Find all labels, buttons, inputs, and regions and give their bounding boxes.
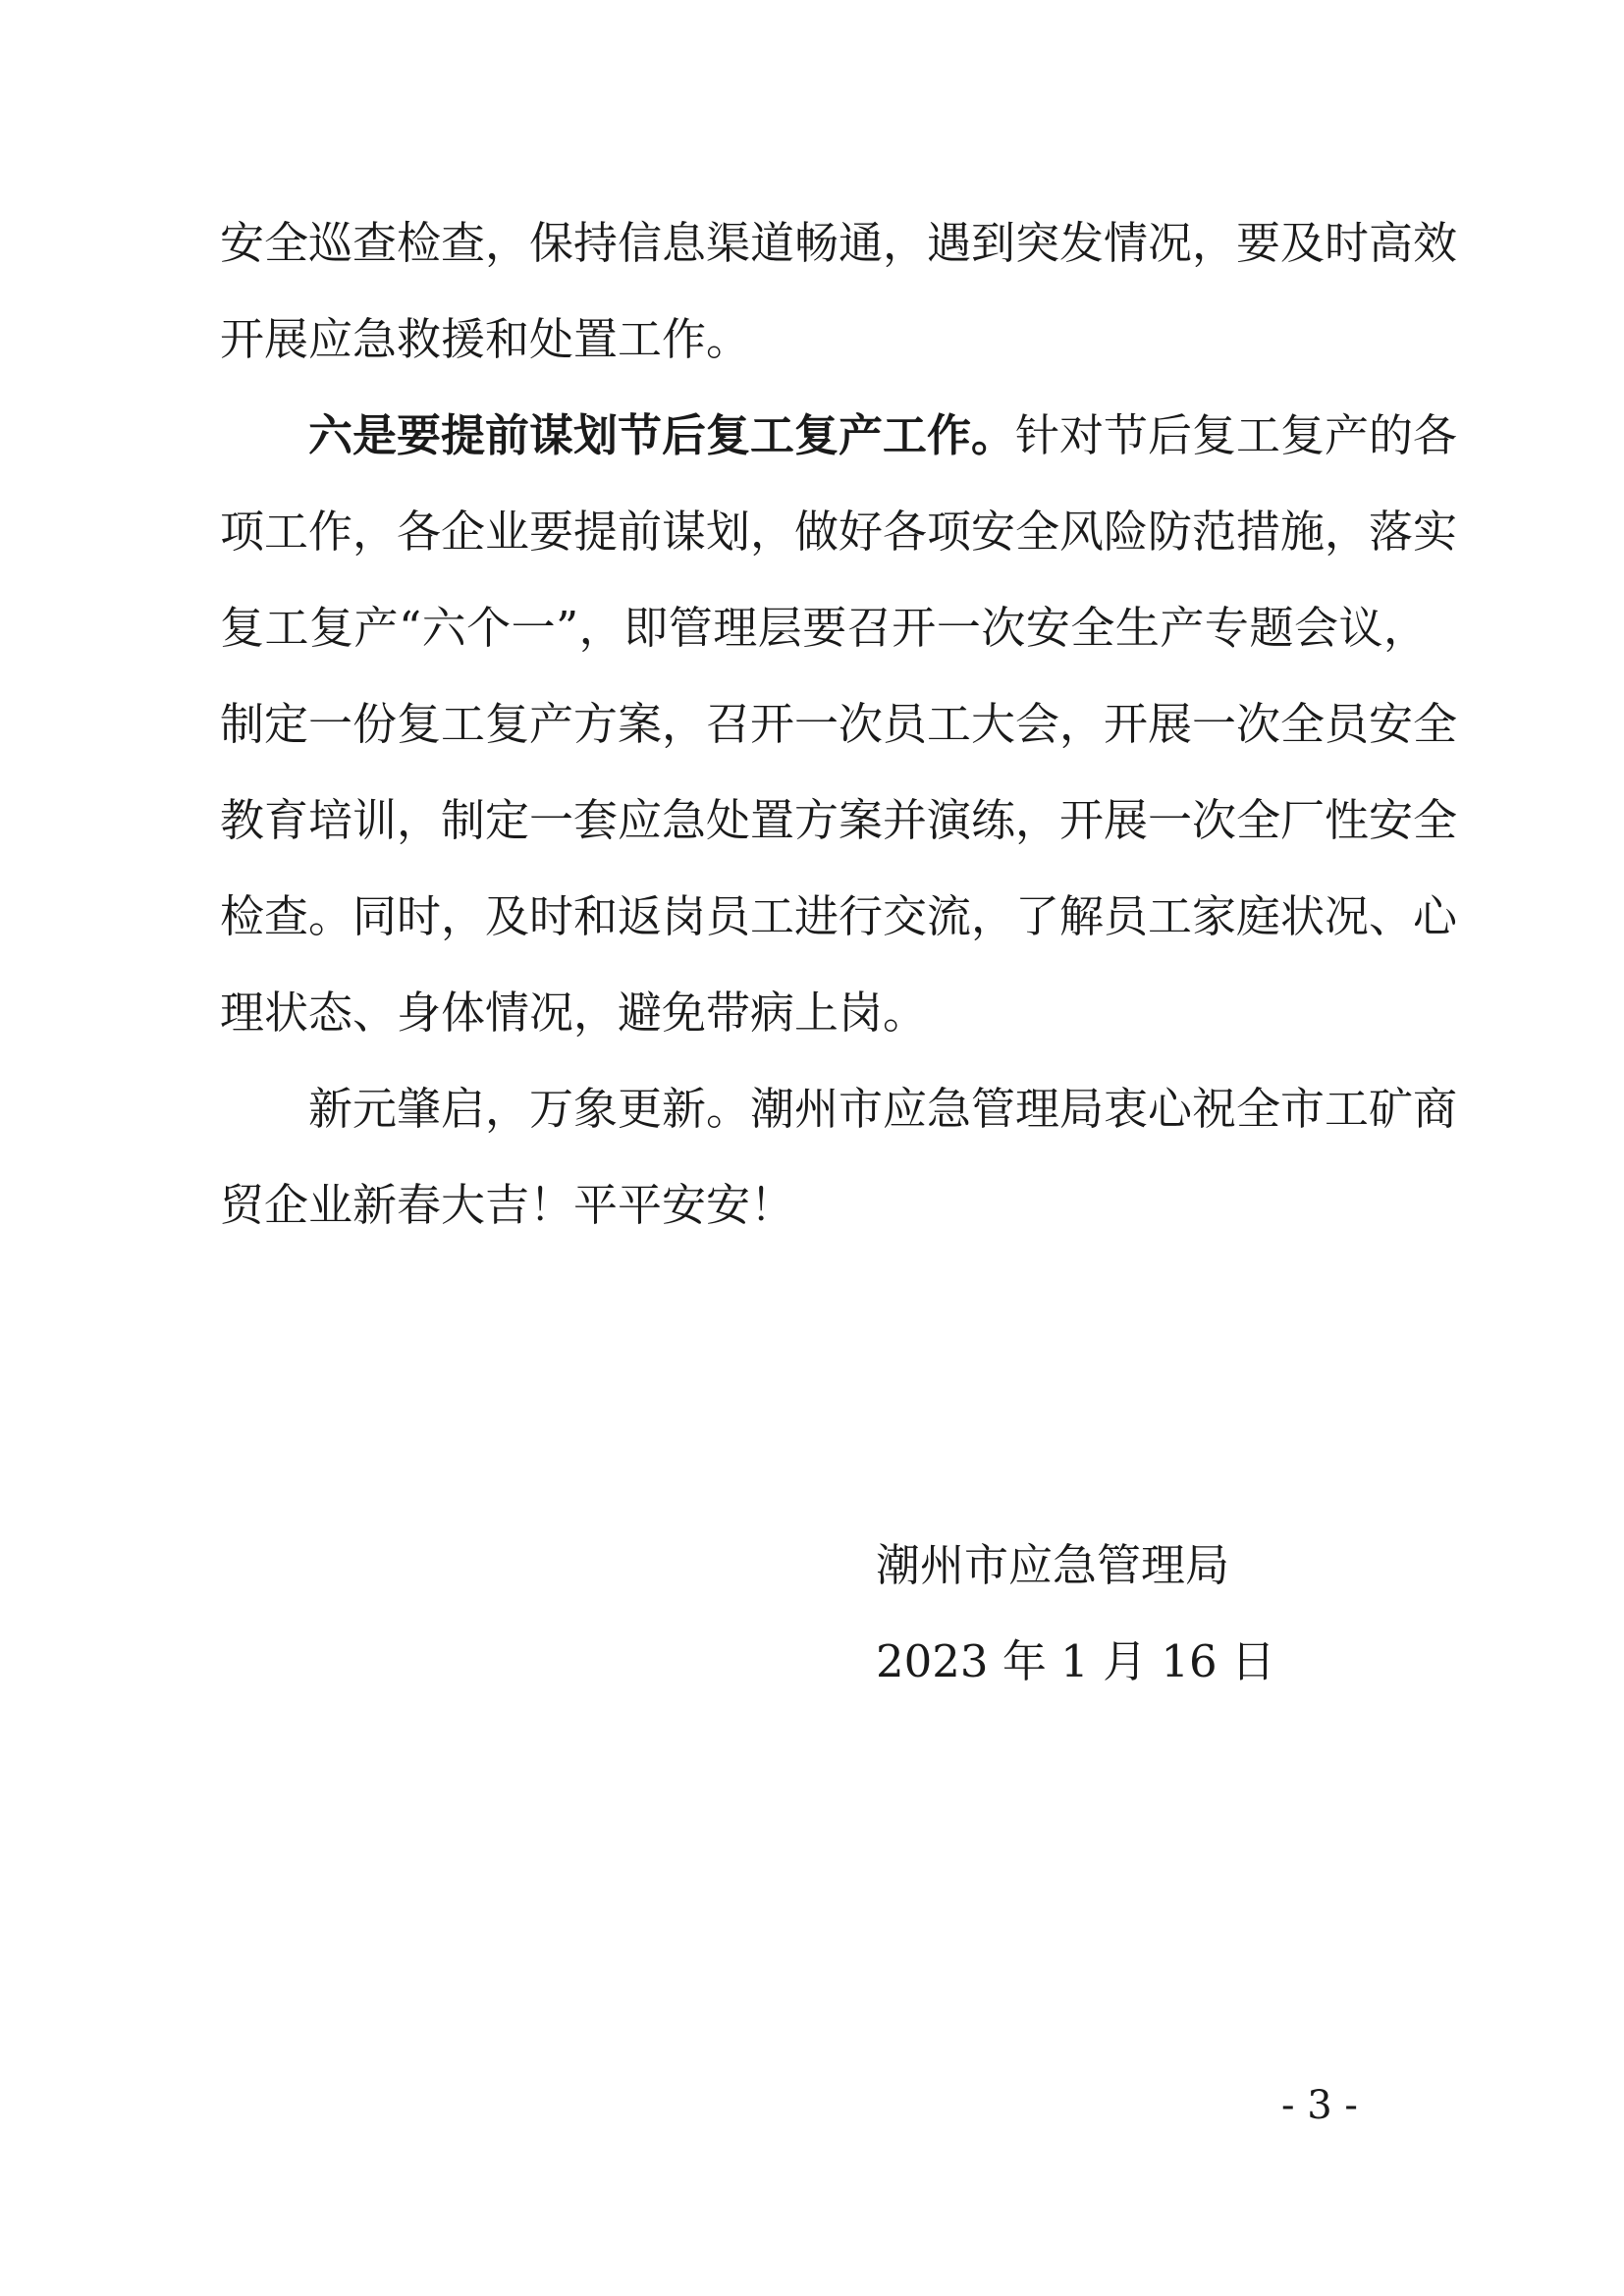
- section-6-line-6: 检查。同时，及时和返岗员工进行交流，了解员工家庭状况、心: [220, 890, 1458, 942]
- section-6-line-5: 教育培训，制定一套应急处置方案并演练，开展一次全厂性安全: [220, 794, 1458, 846]
- section-6-line-7: 理状态、身体情况，避免带病上岗。: [220, 987, 928, 1039]
- section-6-first-line: [308, 406, 1458, 465]
- section-6-line-2: 项工作，各企业要提前谋划，做好各项安全风险防范措施，落实: [220, 506, 1458, 558]
- body-line-1: 安全巡查检查，保持信息渠道畅通，遇到突发情况，要及时高效: [220, 217, 1458, 269]
- section-6-line-4: 制定一份复工复产方案，召开一次员工大会，开展一次全员安全: [220, 698, 1458, 750]
- signature-organization: 潮州市应急管理局: [876, 1539, 1230, 1591]
- closing-line-2: 贸企业新春大吉！平平安安！: [220, 1179, 795, 1231]
- section-6-line-3: 复工复产“六个一”，即管理层要召开一次安全生产专题会议，: [220, 602, 1428, 654]
- page-number: - 3 -: [1281, 2083, 1358, 2128]
- signature-date: 2023 年 1 月 16 日: [876, 1635, 1275, 1687]
- closing-line-1: 新元肇启，万象更新。潮州市应急管理局衷心祝全市工矿商: [308, 1083, 1458, 1135]
- body-line-2: 开展应急救援和处置工作。: [220, 313, 751, 365]
- section-6-first-line-rest: 针对节后复工复产的各: [1015, 409, 1458, 461]
- section-6-heading: 六是要提前谋划节后复工复产工作。: [308, 409, 1016, 461]
